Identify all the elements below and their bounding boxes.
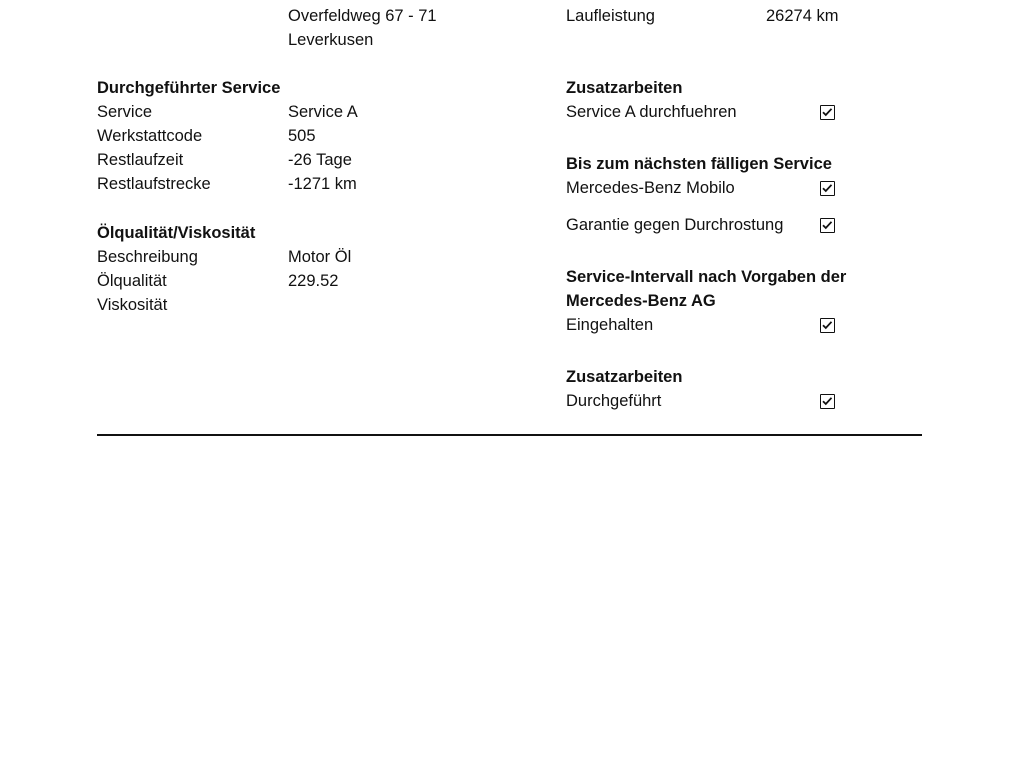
remaining-time-value: -26 Tage <box>288 151 352 169</box>
oil-quality-value: 229.52 <box>288 272 339 290</box>
remaining-time-label: Restlaufzeit <box>97 151 184 169</box>
checkmark-icon <box>821 106 833 118</box>
mobilo-label: Mercedes-Benz Mobilo <box>566 179 735 197</box>
performed-label: Durchgeführt <box>566 392 662 410</box>
interval-heading-line1: Service-Intervall nach Vorgaben der <box>566 268 847 286</box>
checkmark-icon <box>821 395 833 407</box>
rust-warranty-checkbox[interactable] <box>820 218 835 233</box>
oil-description-label: Beschreibung <box>97 248 198 266</box>
interval-kept-label: Eingehalten <box>566 316 654 334</box>
section-divider <box>97 434 922 436</box>
oil-heading: Ölqualität/Viskosität <box>97 224 256 242</box>
next-service-heading: Bis zum nächsten fälligen Service <box>566 155 832 173</box>
mobilo-checkbox[interactable] <box>820 181 835 196</box>
remaining-distance-label: Restlaufstrecke <box>97 175 211 193</box>
service-performed-heading: Durchgeführter Service <box>97 79 281 97</box>
interval-kept-checkbox[interactable] <box>820 318 835 333</box>
checkmark-icon <box>821 219 833 231</box>
performed-checkbox[interactable] <box>820 394 835 409</box>
extra-work-item-label: Service A durchfuehren <box>566 103 737 121</box>
remaining-distance-value: -1271 km <box>288 175 357 193</box>
service-a-checkbox[interactable] <box>820 105 835 120</box>
workshop-code-value: 505 <box>288 127 316 145</box>
checkmark-icon <box>821 182 833 194</box>
interval-heading-line2: Mercedes-Benz AG <box>566 292 716 310</box>
oil-quality-label: Ölqualität <box>97 272 167 290</box>
checkmark-icon <box>821 319 833 331</box>
service-value: Service A <box>288 103 358 121</box>
address-city: Leverkusen <box>288 31 374 49</box>
mileage-value: 26274 km <box>766 7 839 25</box>
viscosity-label: Viskosität <box>97 296 168 314</box>
service-label: Service <box>97 103 153 121</box>
extra-work-2-heading: Zusatzarbeiten <box>566 368 683 386</box>
workshop-code-label: Werkstattcode <box>97 127 203 145</box>
extra-work-heading: Zusatzarbeiten <box>566 79 683 97</box>
oil-description-value: Motor Öl <box>288 248 352 266</box>
mileage-label: Laufleistung <box>566 7 655 25</box>
rust-warranty-label: Garantie gegen Durchrostung <box>566 216 784 234</box>
address-street: Overfeldweg 67 - 71 <box>288 7 437 25</box>
